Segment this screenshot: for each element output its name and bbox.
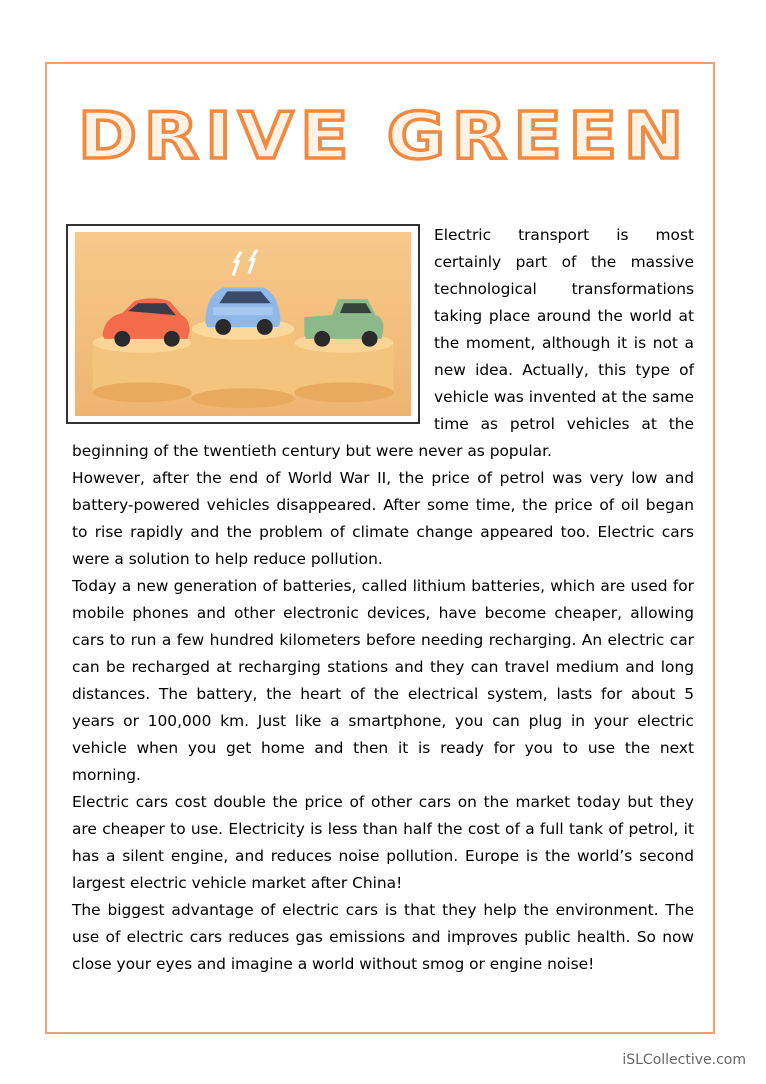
image-float-space	[72, 222, 430, 438]
article-body	[72, 222, 694, 978]
page-title	[78, 92, 698, 172]
title-art	[78, 92, 698, 172]
watermark: iSLCollective.com	[622, 1052, 746, 1068]
paragraph-1: Electric transport is most certainly part of the massive technological transformations taking place around the world at the moment, although it is not a new idea. Actually, this type of vehicle was invented at the same time as petrol vehicles at the beginning of the twentieth century but were never as popular.	[72, 226, 694, 460]
paragraph-4: Electric cars cost double the price of other cars on the market today but they are cheaper to use. Electricity is less than half the cost of a full tank of petrol, it has a silent engine, and reduces noise pollution. Europe is the world’s second largest electric vehicle market after China!	[72, 793, 694, 892]
paragraph-2: However, after the end of World War II, the price of petrol was very low and battery-powered vehicles disappeared. After some time, the price of oil began to rise rapidly and the problem of climate change appeared too. Electric cars were a solution to help reduce pollution.	[72, 469, 694, 568]
paragraph-5: The biggest advantage of electric cars is that they help the environment. The use of electric cars reduces gas emissions and improves public health. So now close your eyes and imagine a world without smog or engine noise!	[72, 901, 694, 973]
paragraph-3: Today a new generation of batteries, called lithium batteries, which are used for mobile phones and other electronic devices, have become cheaper, allowing cars to run a few hundred kilometers before needing recharging. An electric car can be recharged at recharging stations and they can travel medium and long distances. The battery, the heart of the electrical system, lasts for about 5 years or 100,000 km. Just like a smartphone, you can plug in your electric vehicle when you get home and then it is ready for you to use the next morning.	[72, 577, 694, 784]
title-text: DRIVE GREEN	[78, 100, 690, 172]
